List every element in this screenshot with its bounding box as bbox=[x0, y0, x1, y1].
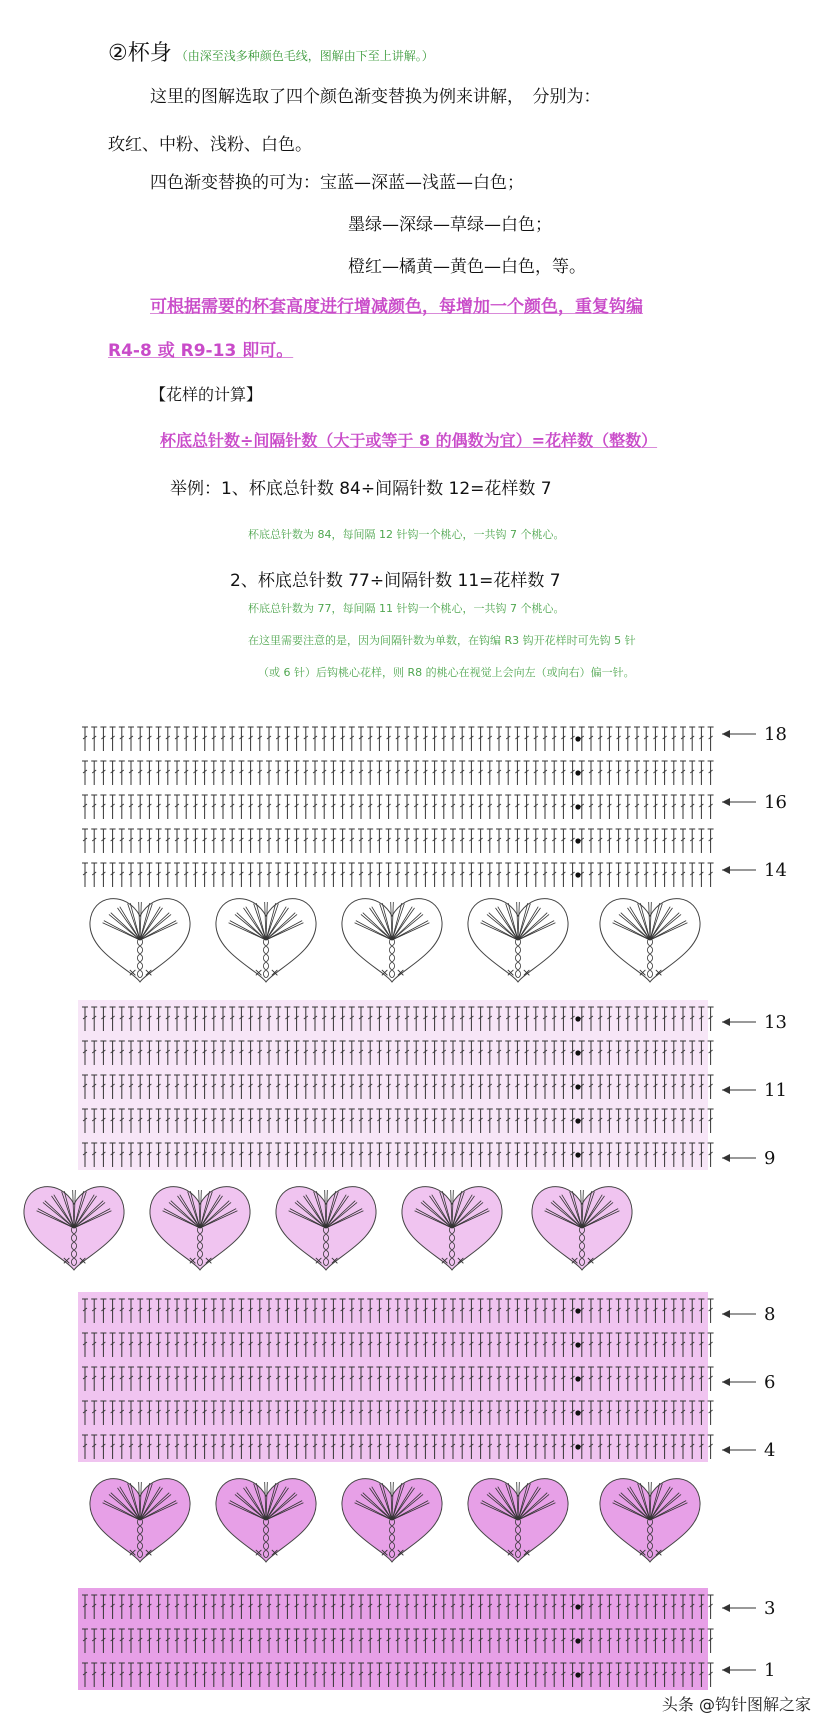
row-label-11 bbox=[722, 1080, 787, 1101]
calc-formula: 杯底总针数÷间隔针数（大于或等于 8 的偶数为宜）=花样数（整数） bbox=[160, 431, 658, 450]
intro-line-1: 这里的图解选取了四个颜色渐变替换为例来讲解， 分别为： bbox=[150, 87, 601, 107]
heart-motif-white bbox=[216, 899, 316, 982]
heart-motif-rose bbox=[342, 1479, 442, 1562]
row-label-1 bbox=[722, 1660, 775, 1681]
svg-text:×: × bbox=[396, 966, 406, 979]
calc-note-1: 杯底总针数为 84，每间隔 12 针钩一个桃心，一共钩 7 个桃心。 bbox=[248, 528, 565, 541]
intro-line-5: 橙红—橘黄—黄色—白色，等。 bbox=[348, 257, 586, 277]
heart-motif-white bbox=[342, 899, 442, 982]
svg-text:4: 4 bbox=[764, 1440, 776, 1461]
svg-text:×: × bbox=[654, 1546, 664, 1559]
svg-text:×: × bbox=[506, 1546, 516, 1559]
svg-text:6: 6 bbox=[764, 1372, 776, 1393]
row-label-18 bbox=[722, 724, 787, 745]
svg-text:×: × bbox=[188, 1254, 198, 1267]
heart-motif-rose bbox=[216, 1479, 316, 1562]
calc-note-4: （或 6 针）后钩桃心花样，则 R8 的桃心在视觉上会向左（或向右）偏一针。 bbox=[258, 666, 635, 679]
svg-text:×: × bbox=[586, 1254, 596, 1267]
intro-line-2: 玫红、中粉、浅粉、白色。 bbox=[108, 135, 312, 155]
svg-text:×: × bbox=[456, 1254, 466, 1267]
svg-text:16: 16 bbox=[764, 792, 787, 813]
heart-motif-light-pink bbox=[532, 1187, 632, 1270]
svg-text:18: 18 bbox=[764, 724, 787, 745]
svg-text:×: × bbox=[128, 966, 138, 979]
crochet-chart bbox=[0, 700, 823, 1700]
svg-text:×: × bbox=[78, 1254, 88, 1267]
svg-text:11: 11 bbox=[764, 1080, 787, 1101]
row-label-8 bbox=[722, 1304, 775, 1325]
svg-text:×: × bbox=[522, 966, 532, 979]
svg-text:13: 13 bbox=[764, 1012, 787, 1033]
heart-motif-light-pink bbox=[276, 1187, 376, 1270]
highlight-line-1: 可根据需要的杯套高度进行增减颜色，每增加一个颜色，重复钩编 bbox=[150, 297, 643, 317]
row-label-4 bbox=[722, 1440, 775, 1461]
intro-line-4: 墨绿—深绿—草绿—白色； bbox=[348, 215, 552, 235]
svg-text:×: × bbox=[144, 966, 154, 979]
svg-text:×: × bbox=[144, 1546, 154, 1559]
intro-line-3: 四色渐变替换的可为：宝蓝—深蓝—浅蓝—白色； bbox=[150, 173, 524, 193]
row-label-16 bbox=[722, 792, 787, 813]
heart-motif-light-pink bbox=[402, 1187, 502, 1270]
svg-text:×: × bbox=[270, 966, 280, 979]
calc-example-1: 举例：1、杯底总针数 84÷间隔针数 12=花样数 7 bbox=[170, 479, 552, 499]
svg-text:×: × bbox=[204, 1254, 214, 1267]
title-text: ②杯身 bbox=[108, 41, 172, 66]
svg-text:8: 8 bbox=[764, 1304, 776, 1325]
heart-motif-white bbox=[468, 899, 568, 982]
heart-motif-rose bbox=[468, 1479, 568, 1562]
svg-text:×: × bbox=[330, 1254, 340, 1267]
calc-note-3: 在这里需要注意的是，因为间隔针数为单数，在钩编 R3 钩开花样时可先钩 5 针 bbox=[248, 634, 636, 647]
footer-watermark: 头条 @钩针图解之家 bbox=[661, 1695, 811, 1714]
svg-text:×: × bbox=[380, 1546, 390, 1559]
row-label-6 bbox=[722, 1372, 775, 1393]
svg-text:×: × bbox=[570, 1254, 580, 1267]
stitch-band-mid-pink bbox=[78, 1292, 714, 1462]
svg-text:3: 3 bbox=[764, 1598, 776, 1619]
svg-text:×: × bbox=[522, 1546, 532, 1559]
row-label-13 bbox=[722, 1012, 787, 1033]
heart-motif-rose bbox=[90, 1479, 190, 1562]
svg-text:14: 14 bbox=[764, 860, 787, 881]
calc-heading: 【花样的计算】 bbox=[150, 385, 263, 404]
calc-example-2: 2、杯底总针数 77÷间隔针数 11=花样数 7 bbox=[230, 571, 561, 591]
heart-motif-light-pink bbox=[150, 1187, 250, 1270]
title-note: （由深至浅多种颜色毛线，图解由下至上讲解。） bbox=[175, 49, 434, 63]
heart-motif-white bbox=[90, 899, 190, 982]
stitch-band-white bbox=[78, 720, 714, 890]
svg-text:×: × bbox=[638, 966, 648, 979]
svg-text:×: × bbox=[314, 1254, 324, 1267]
svg-text:×: × bbox=[254, 1546, 264, 1559]
svg-text:×: × bbox=[128, 1546, 138, 1559]
svg-text:1: 1 bbox=[764, 1660, 776, 1681]
svg-text:×: × bbox=[380, 966, 390, 979]
stitch-band-rose bbox=[78, 1588, 714, 1690]
heart-motif-white bbox=[600, 899, 700, 982]
svg-text:9: 9 bbox=[764, 1148, 776, 1169]
row-label-3 bbox=[722, 1598, 775, 1619]
svg-text:×: × bbox=[506, 966, 516, 979]
heart-motif-light-pink bbox=[24, 1187, 124, 1270]
stitch-band-light-pink bbox=[78, 1000, 714, 1170]
svg-text:×: × bbox=[270, 1546, 280, 1559]
svg-text:×: × bbox=[396, 1546, 406, 1559]
row-label-9 bbox=[722, 1148, 775, 1169]
svg-text:×: × bbox=[440, 1254, 450, 1267]
calc-note-2: 杯底总针数为 77，每间隔 11 针钩一个桃心，一共钩 7 个桃心。 bbox=[248, 602, 565, 615]
heart-motif-rose bbox=[600, 1479, 700, 1562]
svg-text:×: × bbox=[62, 1254, 72, 1267]
svg-text:×: × bbox=[638, 1546, 648, 1559]
svg-text:×: × bbox=[654, 966, 664, 979]
svg-text:×: × bbox=[254, 966, 264, 979]
section-title bbox=[108, 36, 434, 67]
row-label-14 bbox=[722, 860, 787, 881]
highlight-line-2: R4-8 或 R9-13 即可。 bbox=[108, 341, 294, 361]
